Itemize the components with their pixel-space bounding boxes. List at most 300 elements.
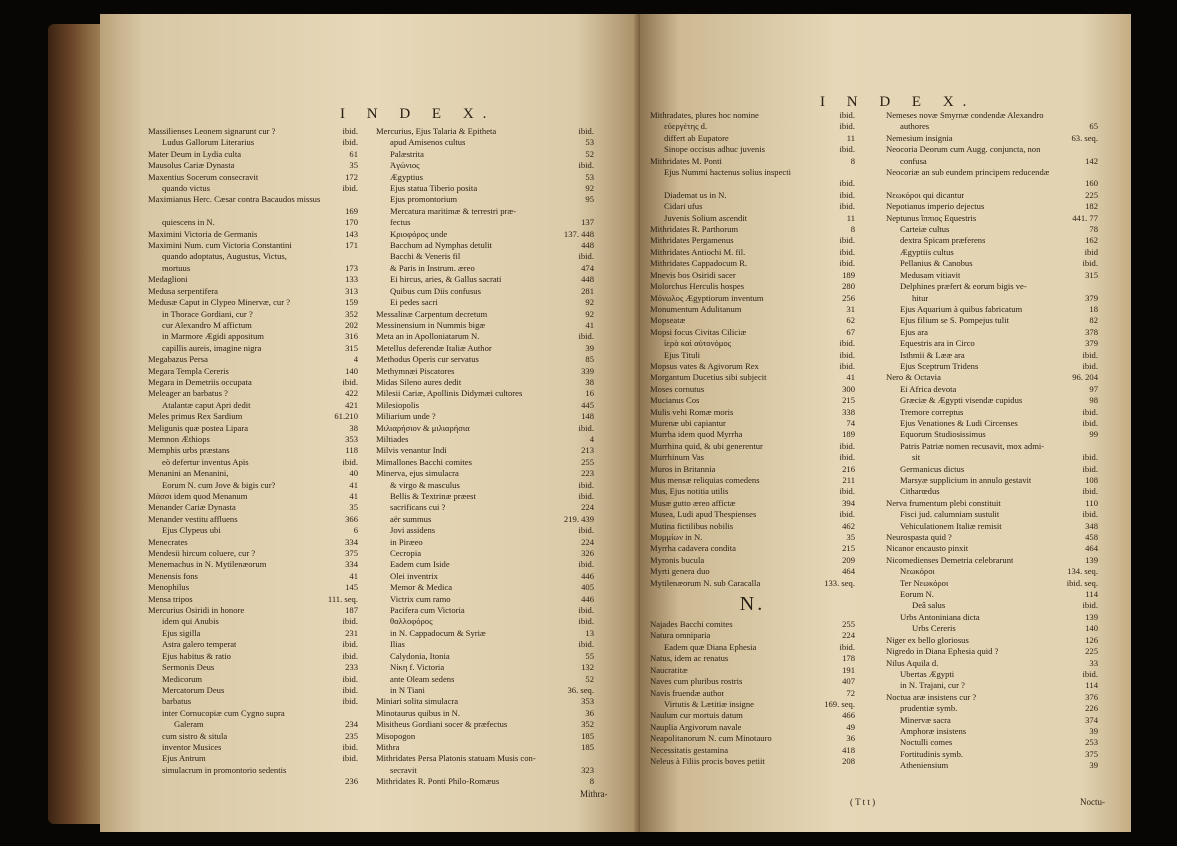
entry-text: quando victus — [162, 183, 210, 194]
entry-text: Niger ex bello gloriosus — [886, 634, 969, 645]
entry-page-ref: 6 — [353, 525, 358, 536]
index-entry — [376, 674, 594, 685]
entry-page-ref: ibid — [1084, 246, 1098, 257]
entry-page-ref: 223 — [581, 468, 594, 479]
entry-page-ref: 61.210 — [334, 411, 358, 422]
index-entry — [148, 251, 358, 262]
index-entry — [886, 635, 1098, 646]
entry-text: Olei inventrix — [390, 570, 438, 581]
entry-text: Mithradates, plures hoc nomine — [650, 110, 759, 120]
entry-text: Meles primus Rex Sardium — [148, 411, 243, 422]
index-entry — [148, 354, 358, 365]
index-entry — [148, 548, 358, 559]
index-entry — [148, 502, 358, 513]
index-entry — [148, 628, 358, 639]
entry-page-ref: 85 — [585, 354, 594, 365]
entry-text: Urbs Cereris — [912, 623, 956, 634]
entry-page-ref: 185 — [581, 741, 594, 752]
entry-text: sit — [912, 452, 921, 463]
entry-page-ref: 162 — [1085, 235, 1098, 246]
entry-text: Methymnæi Piscatores — [376, 365, 455, 376]
index-entry — [886, 167, 1098, 178]
entry-page-ref: 52 — [585, 148, 594, 159]
entry-page-ref: 353 — [581, 696, 594, 707]
entry-page-ref: ibid. — [839, 189, 855, 200]
entry-text: Ægyptiis cultus — [900, 246, 954, 257]
entry-page-ref: ibid. — [839, 178, 855, 189]
entry-text: Calydonia, Itonia — [390, 650, 450, 661]
index-entry — [650, 630, 855, 641]
index-entry — [886, 121, 1098, 132]
index-entry — [886, 213, 1098, 224]
index-entry — [650, 555, 855, 566]
entry-page-ref: 92 — [585, 297, 594, 308]
index-entry — [886, 680, 1098, 691]
entry-page-ref: ibid. — [342, 376, 358, 387]
entry-text: Myrti genera duo — [650, 566, 710, 577]
entry-text: Κριοφόρος unde — [390, 228, 448, 239]
entry-page-ref: 224 — [842, 630, 855, 641]
entry-text: Neleus à Filiis procis boves petiit — [650, 755, 765, 766]
entry-page-ref: 233 — [345, 662, 358, 673]
entry-page-ref: ibid. — [578, 251, 594, 262]
entry-text: Megabazus Persa — [148, 354, 208, 365]
entry-text: Nicanor encausto pinxit — [886, 543, 969, 554]
entry-text: Naulum cur mortuis datum — [650, 710, 743, 721]
entry-page-ref: 224 — [581, 536, 594, 547]
index-entry — [148, 776, 358, 787]
entry-text: Morgantum Ducetius sibi subjecit — [650, 372, 767, 383]
entry-text: Ejus promontorium — [390, 194, 458, 205]
entry-page-ref: 40 — [349, 468, 358, 479]
left-page — [100, 14, 640, 832]
entry-text: Ejus Sceptrum Tridens — [900, 360, 979, 371]
entry-text: fectus — [390, 217, 411, 228]
entry-page-ref: 189 — [842, 269, 855, 280]
entry-text: Mopseatæ — [650, 315, 686, 326]
entry-text: Deâ salus — [912, 600, 946, 611]
entry-page-ref: 139 — [1085, 554, 1098, 565]
entry-page-ref: ibid. — [342, 753, 358, 764]
index-entry — [148, 616, 358, 627]
entry-page-ref: 280 — [842, 281, 855, 292]
index-entry — [650, 338, 855, 349]
entry-page-ref: 379 — [1085, 292, 1098, 303]
entry-page-ref: 226 — [1085, 703, 1098, 714]
index-entry — [148, 377, 358, 388]
entry-page-ref: 236 — [345, 776, 358, 787]
index-entry — [148, 274, 358, 285]
entry-page-ref: ibid. — [578, 160, 594, 171]
index-entry — [886, 281, 1098, 292]
index-entry — [376, 206, 594, 217]
entry-page-ref: 191 — [842, 664, 855, 675]
entry-text: Najades Bacchi comites — [650, 619, 733, 630]
index-entry — [886, 589, 1098, 600]
entry-page-ref: 41 — [349, 479, 358, 490]
entry-page-ref: 41 — [349, 570, 358, 581]
index-entry — [376, 411, 594, 422]
entry-page-ref: ibid. — [839, 360, 855, 371]
entry-text: idem qui Anubis — [162, 616, 219, 627]
entry-text: Myronis bucula — [650, 554, 705, 565]
index-entry — [148, 331, 358, 342]
entry-page-ref: 74 — [846, 417, 855, 428]
entry-text: Nauplia Argivorum navale — [650, 721, 742, 732]
entry-page-ref: 169. seq. — [824, 698, 855, 709]
index-entry — [886, 407, 1098, 418]
entry-text: Νεωκόροι — [900, 566, 935, 577]
index-entry — [376, 753, 594, 764]
index-entry — [886, 578, 1098, 589]
entry-page-ref: 36 — [585, 707, 594, 718]
entry-text: Galeram — [174, 719, 204, 730]
entry-page-ref: 137 — [581, 217, 594, 228]
entry-text: confusa — [900, 155, 927, 166]
entry-page-ref: 418 — [842, 744, 855, 755]
entry-page-ref: 189 — [842, 429, 855, 440]
entry-page-ref: ibid. — [1082, 452, 1098, 463]
index-entry — [148, 320, 358, 331]
entry-text: Carteiæ cultus — [900, 224, 950, 235]
index-entry — [886, 703, 1098, 714]
entry-text: Murrha idem quod Myrrha — [650, 429, 743, 440]
entry-text: Maxentius Socerum consecravit — [148, 171, 259, 182]
index-entry — [650, 201, 855, 212]
index-entry — [376, 594, 594, 605]
index-entry — [886, 532, 1098, 543]
entry-text: Messinensium in Nummis bigæ — [376, 319, 486, 330]
entry-page-ref: 375 — [345, 548, 358, 559]
index-entry — [886, 361, 1098, 372]
entry-text: Virtutis & Lætitiæ insigne — [664, 698, 754, 709]
entry-text: Sermonis Deus — [162, 662, 215, 673]
entry-text: Mendesii hircum coluere, cur ? — [148, 548, 256, 559]
entry-text: Ejus ara — [900, 326, 928, 337]
entry-text: Diademat us in N. — [664, 189, 727, 200]
entry-page-ref: ibid. — [1082, 406, 1098, 417]
entry-page-ref — [354, 765, 358, 776]
index-entry — [376, 525, 594, 536]
entry-page-ref: 41 — [349, 491, 358, 501]
entry-page-ref: 379 — [1085, 338, 1098, 349]
entry-page-ref: 323 — [581, 764, 594, 775]
index-entry — [376, 400, 594, 411]
index-entry — [886, 247, 1098, 258]
entry-text: in Piræeo — [390, 536, 423, 547]
entry-text: Meligunis quæ postea Lipara — [148, 422, 249, 433]
index-entry — [148, 434, 358, 445]
index-entry — [650, 247, 855, 258]
index-entry — [148, 240, 358, 251]
index-entry — [886, 486, 1098, 497]
index-entry — [886, 509, 1098, 520]
entry-page-ref: 8 — [850, 155, 855, 166]
index-entry — [148, 411, 358, 422]
entry-page-ref: 339 — [581, 365, 594, 376]
entry-page-ref: 446 — [581, 593, 594, 604]
entry-page-ref: 255 — [842, 619, 855, 630]
entry-page-ref: 224 — [581, 502, 594, 513]
entry-page-ref: 315 — [345, 342, 358, 353]
entry-text: Ei Africa devota — [900, 383, 957, 394]
index-entry — [376, 468, 594, 479]
entry-page-ref: 98 — [1089, 395, 1098, 406]
index-entry — [650, 407, 855, 418]
entry-page-ref: 13 — [585, 627, 594, 638]
index-entry — [148, 651, 358, 662]
entry-page-ref: 36 — [846, 733, 855, 744]
entry-page-ref: 132 — [581, 662, 594, 673]
index-entry — [650, 144, 855, 155]
index-entry — [376, 343, 594, 354]
index-entry — [886, 623, 1098, 634]
index-entry — [148, 731, 358, 742]
entry-page-ref: 41 — [585, 319, 594, 330]
entry-page-ref: 52 — [585, 673, 594, 684]
entry-text: Vehiculationem Italiæ remisit — [900, 520, 1002, 531]
entry-text: Minervæ sacra — [900, 714, 951, 725]
entry-page-ref: 143 — [345, 228, 358, 239]
entry-text: in Marmore Ægidi appositum — [162, 331, 264, 342]
entry-text: Tremore correptus — [900, 406, 964, 417]
entry-page-ref: ibid. — [578, 126, 594, 136]
entry-text: aër summus — [390, 513, 432, 524]
entry-text: Maximianus Herc. Cæsar contra Bacaudos missus — [148, 194, 321, 205]
index-entry — [148, 765, 358, 776]
entry-page-ref: 11 — [846, 132, 855, 143]
entry-text: inter Cornucopiæ cum Cygno supra — [162, 707, 285, 718]
index-entry — [376, 160, 594, 171]
entry-page-ref: ibid. — [578, 422, 594, 433]
entry-text: Mucianus Cos — [650, 395, 700, 406]
entry-page-ref: 458 — [1085, 532, 1098, 543]
entry-text: Juvenis Solium ascendit — [664, 212, 748, 223]
entry-page-ref: ibid. — [1082, 668, 1098, 679]
index-entry — [376, 331, 594, 342]
entry-page-ref: ibid. — [839, 110, 855, 120]
entry-text: Eadem cum Iside — [390, 559, 450, 570]
entry-text: Messalinæ Carpentum decretum — [376, 308, 488, 319]
index-entry — [148, 674, 358, 685]
entry-text: apud Amisenos cultus — [390, 137, 466, 148]
entry-text: Menander Cariæ Dynasta — [148, 502, 236, 513]
index-entry — [886, 190, 1098, 201]
entry-page-ref: 72 — [846, 687, 855, 698]
index-entry — [376, 731, 594, 742]
index-entry — [376, 457, 594, 468]
index-entry — [376, 765, 594, 776]
entry-text: Fortitudinis symb. — [900, 748, 964, 759]
entry-text: Medusam vitiavit — [900, 269, 961, 280]
entry-page-ref: ibid. — [578, 605, 594, 616]
entry-page-ref: 231 — [345, 627, 358, 638]
index-entry — [148, 445, 358, 456]
entry-text: Menophilus — [148, 582, 190, 593]
entry-page-ref — [1094, 144, 1098, 155]
entry-page-ref: 208 — [842, 755, 855, 766]
entry-page-ref: 118 — [345, 445, 358, 456]
index-entry — [886, 270, 1098, 281]
index-entry — [886, 350, 1098, 361]
entry-page-ref: 133. seq. — [824, 577, 855, 588]
entry-page-ref: 38 — [349, 422, 358, 433]
index-entry — [376, 297, 594, 308]
entry-page-ref: 334 — [345, 559, 358, 570]
entry-text: Neocoriæ an sub eundem principem reducendæ — [886, 167, 1050, 178]
entry-page-ref: ibid. — [1082, 486, 1098, 497]
index-entry — [148, 480, 358, 491]
index-entry — [376, 286, 594, 297]
index-entry — [886, 156, 1098, 167]
entry-text: ἱερὰ καὶ αὐτονόμος — [664, 338, 732, 349]
index-entry — [148, 217, 358, 228]
entry-text: Mercurius, Ejus Talaria & Epitheta — [376, 126, 497, 136]
index-entry — [148, 286, 358, 297]
entry-page-ref: ibid. — [839, 235, 855, 246]
index-entry — [376, 137, 594, 148]
index-entry — [376, 776, 594, 787]
index-entry — [650, 688, 855, 699]
entry-text: Bacchum ad Nymphas detulit — [390, 240, 492, 251]
entry-text: Ejus Tituli — [664, 349, 701, 360]
index-entry — [650, 509, 855, 520]
index-entry — [376, 172, 594, 183]
index-entry — [376, 263, 594, 274]
index-entry — [650, 429, 855, 440]
entry-page-ref: 315 — [1085, 269, 1098, 280]
entry-text: Μόνωλος Ægyptiorum inventum — [650, 292, 764, 303]
entry-text: εὐεργέτης d. — [664, 121, 708, 132]
section-letter: N. — [739, 593, 766, 616]
entry-text: Victrix cum ramo — [390, 593, 451, 604]
index-entry — [886, 110, 1098, 121]
index-entry — [886, 258, 1098, 269]
index-entry — [886, 372, 1098, 383]
index-entry — [376, 514, 594, 525]
entry-text: Ejus Venationes & Ludi Circenses — [900, 417, 1018, 428]
entry-text: Monumentum Adulitanum — [650, 303, 742, 314]
entry-text: Nero & Octavia — [886, 372, 941, 383]
entry-page-ref: 225 — [1085, 189, 1098, 200]
entry-text: Mithra — [376, 741, 400, 752]
index-entry — [376, 742, 594, 753]
entry-text: Mytilenæorum N. sub Caracalla — [650, 577, 761, 588]
index-entry — [886, 133, 1098, 144]
index-entry — [886, 235, 1098, 246]
entry-text: authores — [900, 121, 930, 132]
index-entry — [376, 491, 594, 502]
entry-text: Bacchi & Veneris fil — [390, 251, 461, 262]
entry-text: Murrhina quid, & ubi generentur — [650, 440, 763, 451]
entry-page-ref: 366 — [345, 513, 358, 524]
entry-page-ref: 99 — [1089, 429, 1098, 440]
entry-text: Neapolitanorum N. cum Minotauro — [650, 733, 772, 744]
entry-page-ref: 92 — [585, 183, 594, 194]
index-entry — [148, 594, 358, 605]
entry-page-ref: ibid. — [839, 201, 855, 212]
index-entry — [376, 388, 594, 399]
entry-text: Neptunus ἵππιος Equestris — [886, 212, 977, 223]
entry-text: Græciæ & Ægypti visendæ cupidus — [900, 395, 1023, 406]
entry-text: Palæstrita — [390, 148, 424, 159]
entry-text: Nilus Aquila d. — [886, 657, 939, 668]
entry-page-ref: ibid. — [1082, 509, 1098, 520]
entry-page-ref: 169 — [345, 205, 358, 216]
entry-text: Ἀγώνιος — [390, 160, 420, 171]
entry-page-ref: 62 — [846, 315, 855, 326]
entry-text: simulacrum in promontorio sedentis — [162, 764, 287, 775]
index-entry — [148, 423, 358, 434]
entry-text: Mercatorum Deus — [162, 684, 225, 695]
entry-page-ref: ibid. — [839, 338, 855, 349]
index-entry — [886, 692, 1098, 703]
index-entry — [886, 441, 1098, 452]
index-entry — [148, 149, 358, 160]
entry-page-ref: 4 — [589, 433, 594, 444]
entry-page-ref: 53 — [585, 137, 594, 148]
entry-text: θαλλοφόρος — [390, 616, 433, 627]
entry-page-ref: 49 — [846, 721, 855, 732]
entry-text: Mutina fictilibus nobilis — [650, 520, 734, 531]
entry-page-ref: 182 — [1085, 201, 1098, 212]
index-entry — [148, 160, 358, 171]
index-entry — [376, 434, 594, 445]
right-page-heading: I N D E X. — [820, 94, 976, 110]
entry-page-ref: 225 — [1085, 646, 1098, 657]
index-entry — [148, 343, 358, 354]
entry-text: cur Alexandro M affictum — [162, 319, 252, 330]
index-entry — [650, 258, 855, 269]
entry-page-ref: ibid. — [342, 137, 358, 148]
entry-text: Meta an in Apolloniatarum N. — [376, 331, 480, 342]
entry-page-ref: 462 — [842, 520, 855, 531]
entry-text: Eadem quæ Diana Ephesia — [664, 641, 757, 652]
index-entry — [148, 297, 358, 308]
index-entry — [650, 642, 855, 653]
entry-page-ref: 255 — [581, 456, 594, 467]
entry-page-ref: 185 — [581, 730, 594, 741]
entry-text: eò defertur inventus Apis — [162, 456, 249, 467]
entry-text: Milesii Cariæ, Apollinis Didymæi cultores — [376, 388, 523, 399]
entry-text: Amphoræ insistens — [900, 725, 967, 736]
entry-text: Mercatura maritimæ & terrestri præ- — [390, 205, 516, 216]
index-entry — [148, 662, 358, 673]
entry-page-ref: 159 — [345, 297, 358, 308]
entry-page-ref: ibid. — [342, 126, 358, 136]
right-index-column-1 — [650, 110, 855, 767]
entry-page-ref: 464 — [1085, 543, 1098, 554]
index-entry — [886, 669, 1098, 680]
entry-page-ref: 114 — [1085, 680, 1098, 691]
entry-page-ref: 78 — [1089, 224, 1098, 235]
entry-text: Ejus sigilla — [162, 627, 201, 638]
entry-page-ref: ibid. — [578, 616, 594, 627]
entry-text: Megara in Demetriis occupata — [148, 376, 252, 387]
entry-text: mortuus — [162, 262, 191, 273]
index-entry — [148, 708, 358, 719]
entry-page-ref: 466 — [842, 710, 855, 721]
entry-page-ref: 376 — [1085, 691, 1098, 702]
entry-text: Maximini Num. cum Victoria Constantini — [148, 240, 292, 251]
entry-page-ref: 474 — [581, 262, 594, 273]
index-entry — [650, 653, 855, 664]
index-entry — [148, 537, 358, 548]
entry-page-ref: ibid. — [839, 349, 855, 360]
entry-page-ref: ibid. — [578, 331, 594, 342]
index-entry — [886, 384, 1098, 395]
index-entry — [148, 206, 358, 217]
